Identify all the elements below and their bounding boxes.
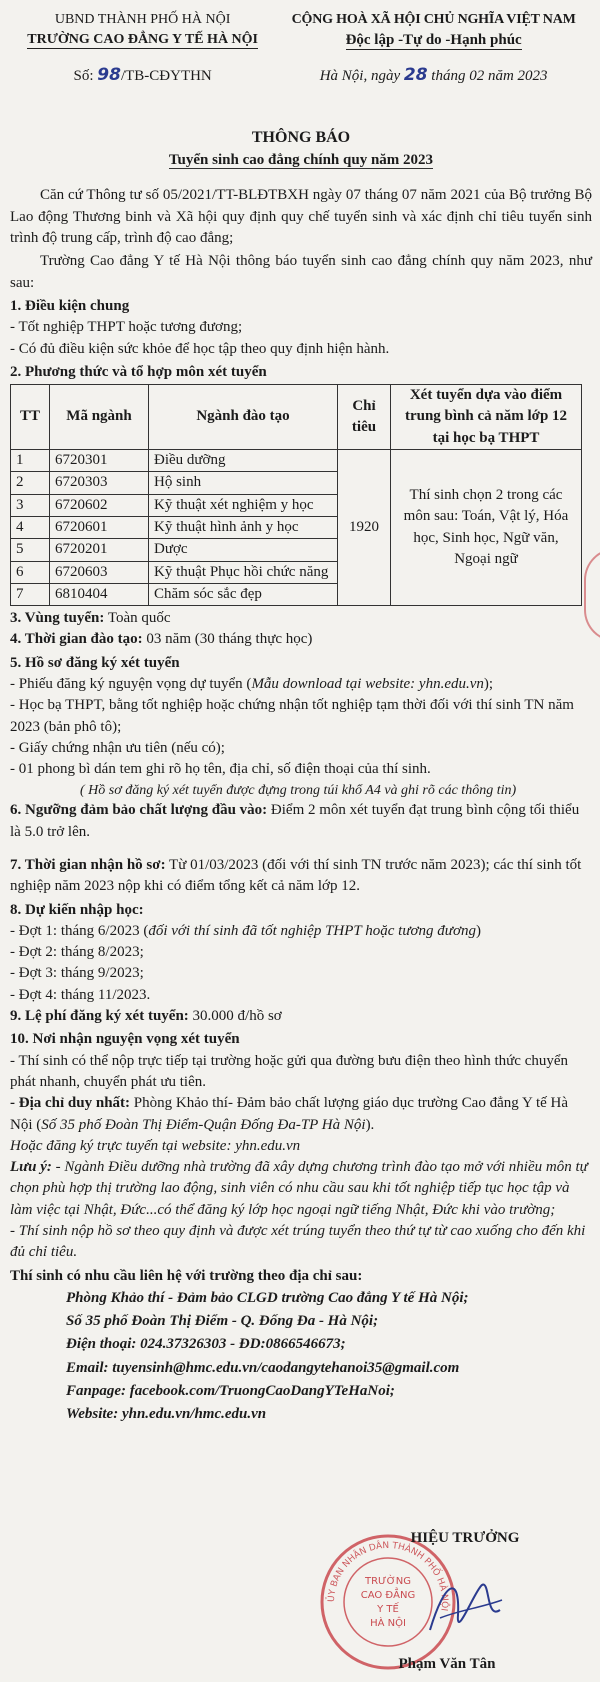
- national-motto-block: [275, 10, 592, 51]
- contact-line: Điện thoại: 024.37326303 - ĐD:0866546673;: [66, 1336, 346, 1353]
- cell-code: 6720602: [50, 494, 149, 516]
- section-4: 4. Thời gian đào tạo: 03 năm (30 tháng thực học): [10, 631, 313, 648]
- cell-code: 6810404: [50, 583, 149, 605]
- cell-program: Kỹ thuật xét nghiệm y học: [149, 494, 338, 516]
- signer-name: Phạm Văn Tân: [398, 1656, 496, 1672]
- cell-code: 6720301: [50, 450, 149, 472]
- cell-code: 6720601: [50, 516, 149, 538]
- seal-line: Y TẾ: [377, 1604, 399, 1615]
- nation-name: CỘNG HOÀ XÃ HỘI CHỦ NGHĨA VIỆT NAM: [291, 12, 576, 27]
- cell-tt: 2: [11, 472, 50, 494]
- cell-tt: 4: [11, 516, 50, 538]
- col-code: Mã ngành: [50, 385, 149, 450]
- signature-scribble: [420, 1560, 510, 1650]
- cell-code: 6720201: [50, 539, 149, 561]
- contact-block: [10, 1287, 592, 1427]
- table-header-row: [11, 385, 582, 450]
- contact-line: Email: tuyensinh@hmc.edu.vn/caodangytehanoi35@gmail.com: [66, 1359, 460, 1376]
- cell-program: Điều dưỡng: [149, 450, 338, 472]
- cell-tt: 1: [11, 450, 50, 472]
- section-5-item: - Học bạ THPT, bằng tốt nghiệp hoặc chứng nhận tốt nghiệp tạm thời đối với thí sinh TN năm 2023 (bản phô tô);: [10, 697, 574, 735]
- cell-criteria: Thí sinh chọn 2 trong các môn sau: Toán, Vật lý, Hóa học, Sinh học, Ngữ văn, Ngoại ngữ: [391, 450, 582, 606]
- section-8-heading: 8. Dự kiến nhập học:: [10, 901, 144, 918]
- section-8-item: - Đợt 2: tháng 8/2023;: [10, 944, 144, 961]
- section-1-heading: 1. Điều kiện chung: [10, 297, 130, 314]
- cell-program: Hộ sinh: [149, 472, 338, 494]
- intro-paragraph-2: Trường Cao đẳng Y tế Hà Nội thông báo tuyển sinh cao đẳng chính quy năm 2023, như sau:: [10, 253, 592, 291]
- section-10-online: Hoặc đăng ký trực tuyến tại website: yhn.edu.vn: [10, 1137, 301, 1154]
- contact-line: Phòng Khảo thí - Đảm bảo CLGD trường Cao đẳng Y tế Hà Nội;: [66, 1289, 469, 1306]
- cell-code: 6720303: [50, 472, 149, 494]
- seal-line: HÀ NỘI: [370, 1618, 406, 1629]
- seal-line: TRƯỜNG: [365, 1576, 411, 1587]
- contact-line: Fanpage: facebook.com/TruongCaoDangYTeHaNoi;: [66, 1382, 395, 1399]
- col-tt: TT: [11, 385, 50, 450]
- cell-code: 6720603: [50, 561, 149, 583]
- contact-line: Số 35 phố Đoàn Thị Điểm - Q. Đống Đa - Hà Nội;: [66, 1313, 379, 1330]
- signer-title: HIỆU TRƯỞNG: [410, 1530, 520, 1546]
- cell-tt: 5: [11, 539, 50, 561]
- handwritten-number: 98: [97, 65, 121, 86]
- cell-program: Dược: [149, 539, 338, 561]
- section-10-address: - Địa chỉ duy nhất: Phòng Khảo thí- Đảm bảo chất lượng giáo dục trường Cao đẳng Y tế Hà Nội (Số 35 phố Đoàn Thị Điểm-Quận Đống Đa-TP Hà Nội).: [10, 1095, 569, 1133]
- section-9: 9. Lệ phí đăng ký xét tuyển: 30.000 đ/hồ sơ: [10, 1008, 282, 1025]
- parent-org: UBND THÀNH PHỐ HÀ NỘI: [54, 12, 231, 27]
- ref-date-line: [10, 63, 592, 87]
- cell-tt: 6: [11, 561, 50, 583]
- cell-tt: 3: [11, 494, 50, 516]
- table-row: [11, 450, 582, 472]
- section-10-note: Lưu ý: - Ngành Điều dưỡng nhà trường đã xây dựng chương trình đào tạo mở với nhiều môn tự chọn phù hợp thị trường lao động, sinh viên có nhu cầu sau khi tốt nghiệp tiếp tục học tập và làm việc tại Nhật, Đức...có thể đăng ký lớp học ngoại ngữ tiếng Nhật, Đức khi vào trường;: [10, 1159, 588, 1218]
- seal-line: CAO ĐẲNG: [360, 1590, 416, 1601]
- section-3: 3. Vùng tuyển: Toàn quốc: [10, 610, 171, 627]
- motto: Độc lập -Tự do -Hạnh phúc: [345, 31, 522, 48]
- section-10-heading: 10. Nơi nhận nguyện vọng xét tuyển: [10, 1031, 240, 1048]
- document-title: THÔNG BÁO: [251, 129, 351, 147]
- section-8-item: - Đợt 3: tháng 9/2023;: [10, 965, 144, 982]
- col-program: Ngành đào tạo: [149, 385, 338, 450]
- cell-program: Kỹ thuật Phục hồi chức năng: [149, 561, 338, 583]
- cell-program: Kỹ thuật hình ảnh y học: [149, 516, 338, 538]
- intro-paragraph-1: Căn cứ Thông tư số 05/2021/TT-BLĐTBXH ngày 07 tháng 07 năm 2021 của Bộ trưởng Bộ Lao động Thương binh và Xã hội quy định quy chế tuyển sinh và xác định chỉ tiêu tuyển sinh trình độ trung cấp, trình độ cao đẳng;: [10, 187, 592, 247]
- cell-program: Chăm sóc sắc đẹp: [149, 583, 338, 605]
- section-10-item: - Thí sinh có thể nộp trực tiếp tại trường hoặc gửi qua đường bưu điện theo hình thức chuyển phát nhanh, chuyển phát ưu tiên.: [10, 1052, 569, 1090]
- issue-date: Hà Nội, ngày 28 tháng 02 năm 2023: [319, 65, 548, 86]
- section-1-item: - Tốt nghiệp THPT hoặc tương đương;: [10, 319, 243, 336]
- signature-block: [370, 1528, 560, 1549]
- reference-number: Số: 98/TB-CĐYTHN: [73, 65, 212, 86]
- section-5-item: - Giấy chứng nhận ưu tiên (nếu có);: [10, 739, 225, 756]
- school-name: TRƯỜNG CAO ĐẲNG Y TẾ HÀ NỘI: [27, 31, 259, 47]
- section-5-note: ( Hồ sơ đăng ký xét tuyển được đựng trong túi khổ A4 và ghi rõ các thông tin): [80, 782, 517, 798]
- section-10-note-2: - Thí sinh nộp hồ sơ theo quy định và được xét trúng tuyển theo thứ tự từ cao xuống cho đến khi đủ chỉ tiêu.: [10, 1223, 586, 1261]
- section-5-item: - Phiếu đăng ký nguyện vọng dự tuyển (Mẫu download tại website: yhn.edu.vn);: [10, 676, 494, 693]
- section-5-item: - 01 phong bì dán tem ghi rõ họ tên, địa chỉ, số điện thoại của thí sinh.: [10, 761, 431, 778]
- col-quota: Chỉ tiêu: [338, 385, 391, 450]
- programs-table: [10, 384, 582, 606]
- issuer-block: [10, 10, 275, 51]
- document-header: [10, 10, 592, 51]
- handwritten-day: 28: [403, 65, 428, 86]
- contact-line: Website: yhn.edu.vn/hmc.edu.vn: [66, 1406, 267, 1423]
- seal-ring-text: ỦY BAN NHÂN DÂN THÀNH PHỐ HÀ NỘI: [326, 1540, 450, 1612]
- contact-intro: Thí sinh có nhu cầu liên hệ với trường theo địa chỉ sau:: [10, 1267, 363, 1284]
- section-1-item: - Có đủ điều kiện sức khỏe để học tập theo quy định hiện hành.: [10, 340, 390, 357]
- section-8-item: - Đợt 1: tháng 6/2023 (đối với thí sinh đã tốt nghiệp THPT hoặc tương đương): [10, 922, 481, 939]
- section-5-heading: 5. Hồ sơ đăng ký xét tuyển: [10, 654, 180, 671]
- col-criteria: Xét tuyển dựa vào điểm trung bình cả năm lớp 12 tại học bạ THPT: [391, 385, 582, 450]
- section-6: 6. Ngưỡng đảm bảo chất lượng đầu vào: Điểm 2 môn xét tuyển đạt trung bình cộng tối thiểu là 5.0 trở lên.: [10, 802, 580, 840]
- section-8-item: - Đợt 4: tháng 11/2023.: [10, 986, 151, 1003]
- cell-tt: 7: [11, 583, 50, 605]
- section-7: 7. Thời gian nhận hồ sơ: Từ 01/03/2023 (đối với thí sinh TN trước năm 2023); các thí sinh tốt nghiệp năm 2023 nộp khi có điểm tổng kết cả năm lớp 12.: [10, 856, 582, 895]
- section-2-heading: 2. Phương thức và tổ hợp môn xét tuyển: [10, 363, 267, 380]
- cell-quota: 1920: [338, 450, 391, 606]
- document-subtitle: Tuyển sinh cao đẳng chính quy năm 2023: [168, 152, 434, 169]
